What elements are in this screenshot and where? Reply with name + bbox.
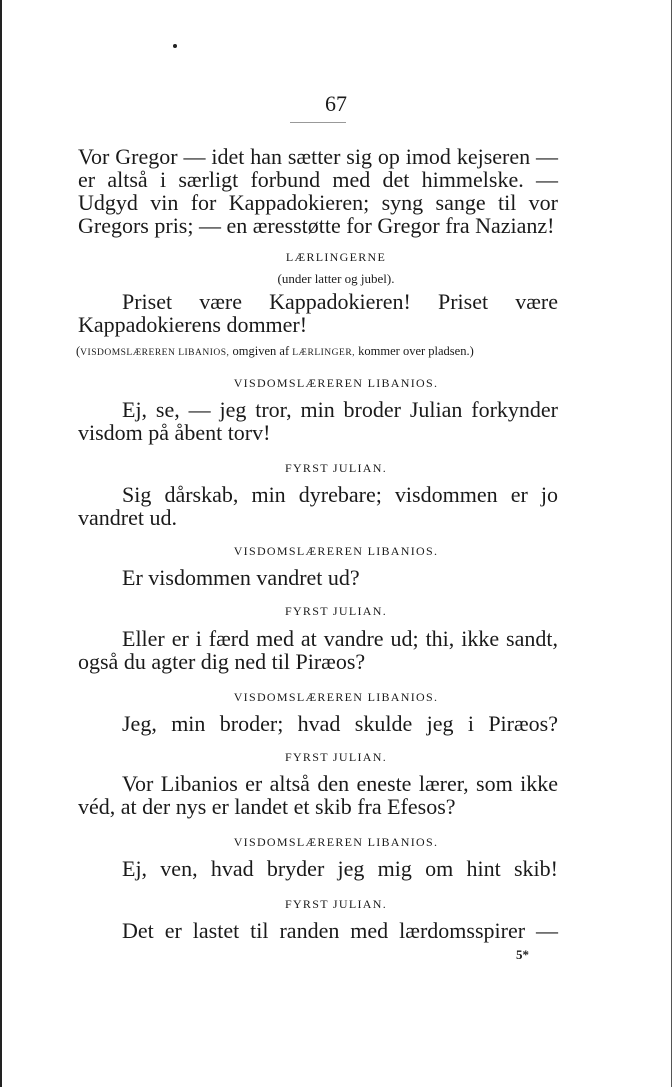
page-number: 67 (325, 91, 347, 116)
paragraph-text: Vor Gregor — idet han sætter sig op imod kejseren — er altså i særligt forbund med det himmelske. — Udgyd vin for Kappadokieren; syng sange til vor Gregors pris; — en æresstøtte for Gregor fra Nazianz! (78, 144, 558, 238)
stage-mid: omgiven af (229, 344, 293, 358)
paragraph-priset (78, 290, 558, 336)
stage-name-laerlinger: LÆRLINGER, (292, 348, 356, 358)
speaker-libanios: VISDOMSLÆREREN LIBANIOS. (233, 835, 439, 849)
paragraph-ej-se (78, 398, 558, 444)
stage-end: kommer over pladsen.) (355, 344, 474, 358)
line-det-er-lastet: Det er lastet til randen med lærdomsspirer — (122, 918, 558, 943)
speaker-julian: FYRST JULIAN. (284, 461, 388, 475)
speaker-julian: FYRST JULIAN. (284, 750, 388, 764)
speaker-libanios: VISDOMSLÆREREN LIBANIOS. (233, 690, 439, 704)
paragraph-text: Eller er i færd med at vandre ud; thi, ikke sandt, også du agter dig ned til Piræos? (78, 626, 558, 674)
speaker-libanios: VISDOMSLÆREREN LIBANIOS. (233, 376, 439, 390)
speaker-libanios: VISDOMSLÆREREN LIBANIOS. (233, 544, 439, 558)
paragraph-vor-libanios (78, 772, 558, 818)
paragraph-text: Vor Libanios er altså den eneste lærer, som ikke véd, at der nys er landet et skib fra Efesos? (78, 771, 558, 819)
signature-mark: 5* (516, 947, 529, 962)
line-er-visdommen: Er visdommen vandret ud? (122, 565, 360, 590)
paragraph-gregor (78, 145, 558, 237)
stage-direction-entrance (76, 344, 566, 359)
stage-direction: (under latter og jubel). (277, 271, 395, 286)
header-rule (290, 122, 346, 123)
stage-open: ( (76, 344, 81, 358)
speaker-julian: FYRST JULIAN. (284, 897, 388, 911)
ink-speck (173, 44, 177, 48)
speaker-laerlingerne: LÆRLINGERNE (285, 250, 387, 264)
paragraph-eller-er (78, 627, 558, 673)
speaker-julian: FYRST JULIAN. (284, 604, 388, 618)
line-jeg-min-broder: Jeg, min broder; hvad skulde jeg i Piræos? (122, 711, 558, 736)
paragraph-text: Ej, se, — jeg tror, min broder Julian forkynder visdom på åbent torv! (78, 397, 558, 445)
paragraph-sig-daarskab (78, 483, 558, 529)
paragraph-text: Sig dårskab, min dyrebare; visdommen er jo vandret ud. (78, 482, 558, 530)
stage-name-libanios: VISDOMSLÆREREN LIBANIOS, (80, 348, 230, 358)
line-ej-ven: Ej, ven, hvad bryder jeg mig om hint skib! (122, 856, 558, 881)
paragraph-text: Priset være Kappadokieren! Priset være Kappadokierens dommer! (78, 289, 558, 337)
